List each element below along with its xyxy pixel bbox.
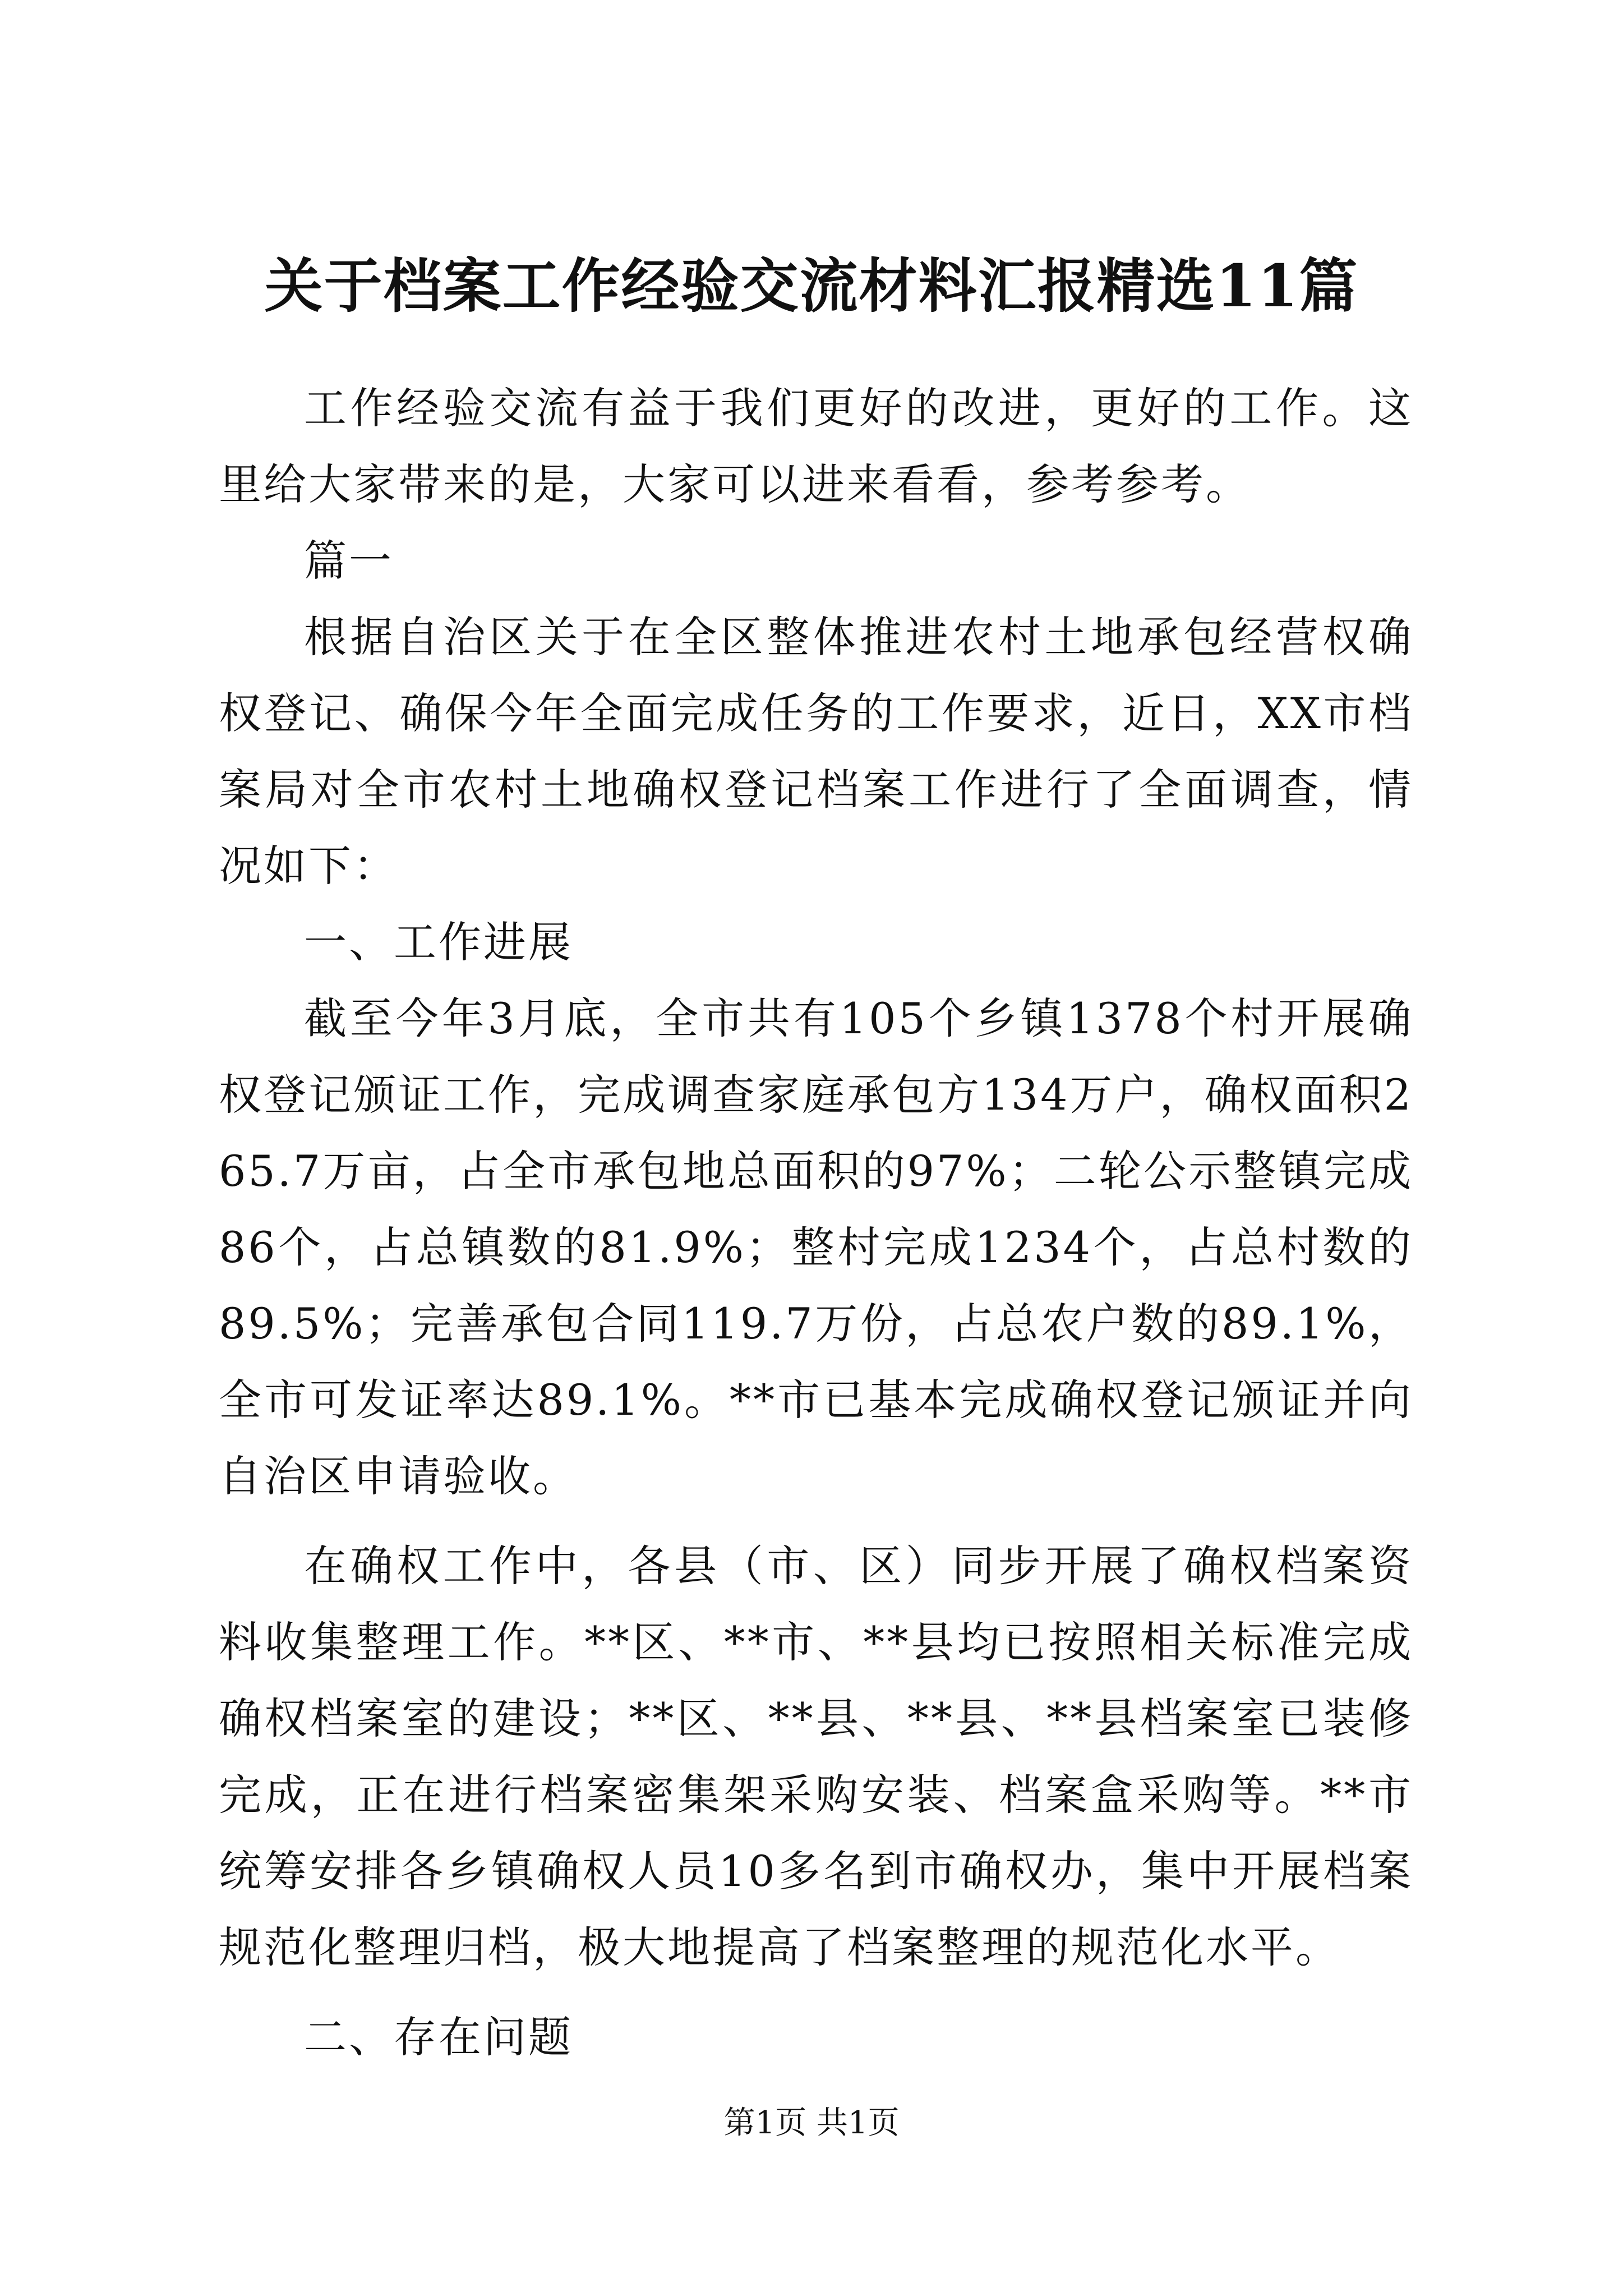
page-number-footer: 第1页 共1页 (723, 2105, 900, 2141)
background-paragraph: 根据自治区关于在全区整体推进农村土地承包经营权确权登记、确保今年全面完成任务的工作要求，近日，XX市档案局对全市农村土地确权登记档案工作进行了全面调查，情况如下： (219, 612, 1413, 891)
intro-paragraph: 工作经验交流有益于我们更好的改进，更好的工作。这里给大家带来的是，大家可以进来看看，参考参考。 (219, 383, 1413, 509)
heading-existing-problems: 二、存在问题 (304, 2012, 573, 2062)
document-title: 关于档案工作经验交流材料汇报精选11篇 (264, 251, 1359, 320)
progress-statistics-paragraph: 截至今年3月底，全市共有105个乡镇1378个村开展确权登记颁证工作，完成调查家庭承包方134万户，确权面积265.7万亩，占全市承包地总面积的97%；二轮公示整镇完成86个，占总镇数的81.9%；整村完成1234个，占总村数的89.5%；完善承包合同119.7万份，占总农户数的89.1%，全市可发证率达89.1%。**市已基本完成确权登记颁证并向自治区申请验收。 (219, 993, 1413, 1501)
archive-work-paragraph: 在确权工作中，各县（市、区）同步开展了确权档案资料收集整理工作。**区、**市、**县均已按照相关标准完成确权档案室的建设；**区、**县、**县、**县档案室已装修完成，正在进行档案密集架采购安装、档案盒采购等。**市统筹安排各乡镇确权人员10多名到市确权办，集中开展档案规范化整理归档，极大地提高了档案整理的规范化水平。 (219, 1541, 1413, 1972)
section-label-part-one: 篇一 (304, 536, 394, 586)
heading-work-progress: 一、工作进展 (304, 917, 573, 967)
document-body (219, 370, 1413, 2076)
